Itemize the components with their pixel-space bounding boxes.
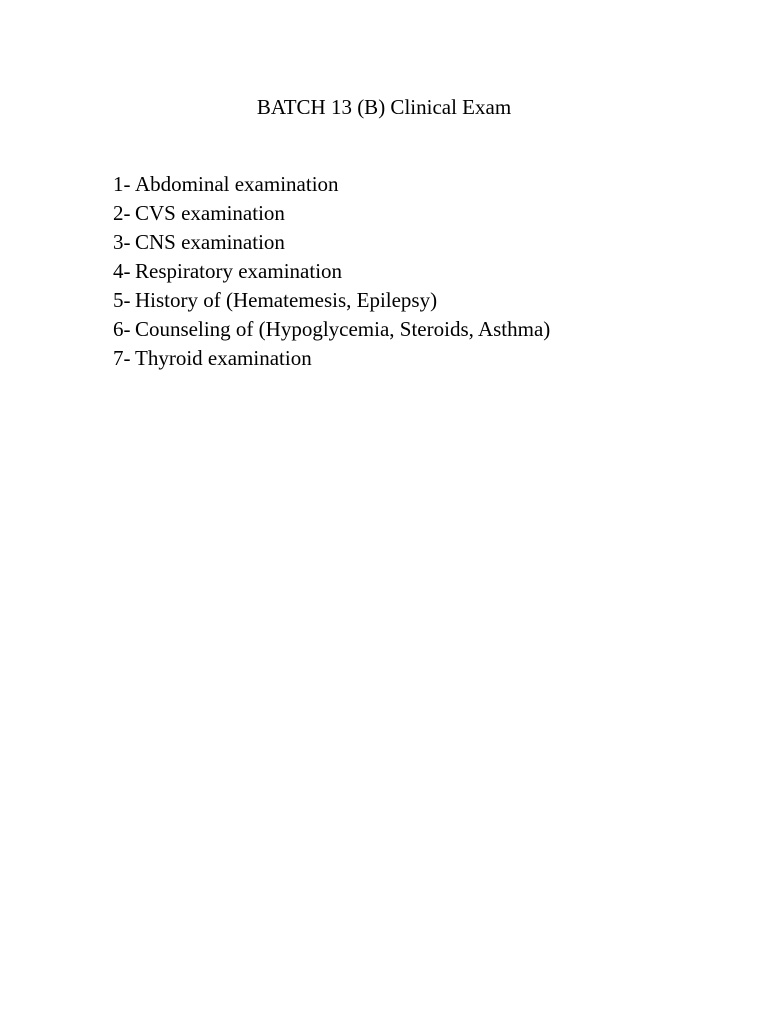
list-item (113, 170, 550, 199)
list-item (113, 199, 550, 228)
document-title: BATCH 13 (B) Clinical Exam (256, 95, 512, 119)
list-item (113, 344, 550, 373)
list-item-text: CNS examination (135, 230, 285, 254)
list-item-text: History of (Hematemesis, Epilepsy) (135, 288, 438, 312)
list-item-number: 3- (113, 230, 131, 254)
list-item-text: CVS examination (135, 201, 285, 225)
list-item-number: 4- (113, 259, 131, 283)
list-item-number: 2- (113, 201, 131, 225)
list-item-text: Respiratory examination (135, 259, 343, 283)
list-item-text: Counseling of (Hypoglycemia, Steroids, Asthma) (135, 317, 551, 341)
list-item (113, 257, 550, 286)
exam-topic-list (113, 170, 550, 373)
list-item-number: 7- (113, 346, 131, 370)
list-item-text: Abdominal examination (135, 172, 339, 196)
list-item-text: Thyroid examination (135, 346, 312, 370)
list-item-number: 6- (113, 317, 131, 341)
list-item-number: 5- (113, 288, 131, 312)
list-item (113, 228, 550, 257)
list-item-number: 1- (113, 172, 131, 196)
list-item (113, 315, 550, 344)
list-item (113, 286, 550, 315)
